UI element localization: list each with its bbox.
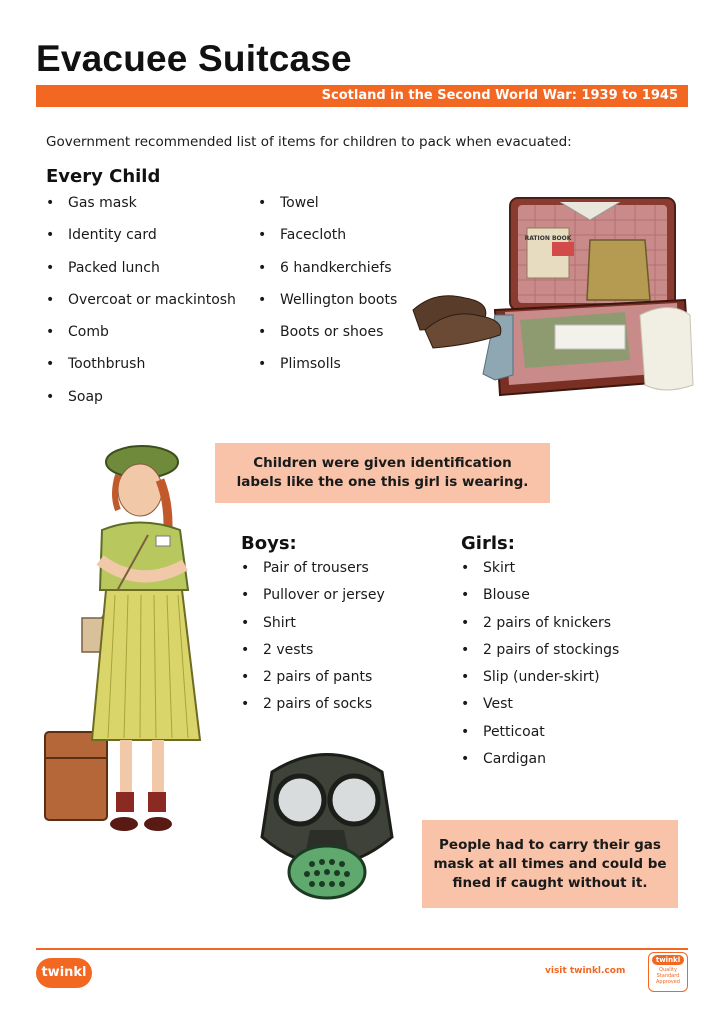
list-item: • Comb xyxy=(46,322,256,354)
list-item: • Packed lunch xyxy=(46,258,256,290)
intro-text: Government recommended list of items for children to pack when evacuated: xyxy=(46,134,572,150)
list-item: • Identity card xyxy=(46,225,256,257)
list-item: • Facecloth xyxy=(258,225,418,257)
suitcase-illustration xyxy=(405,190,695,410)
ration-book-label: RATION BOOK xyxy=(524,235,572,242)
list-item: • Boots or shoes xyxy=(258,322,418,354)
list-item: • 2 pairs of knickers xyxy=(461,613,671,640)
list-item: • 2 vests xyxy=(241,640,441,667)
list-item: • Overcoat or mackintosh xyxy=(46,290,256,322)
list-item: • Towel xyxy=(258,193,418,225)
gas-mask-callout-text: People had to carry their gas mask at all times and could be fined if caught without it. xyxy=(433,836,667,891)
badge-text: Quality Standard Approved xyxy=(656,967,680,985)
list-item: • 2 pairs of socks xyxy=(241,694,441,721)
list-item: • Plimsolls xyxy=(258,354,418,386)
gas-mask-callout xyxy=(422,820,678,908)
twinkl-logo: twinkl xyxy=(36,958,92,988)
list-item: • Pair of trousers xyxy=(241,558,441,585)
list-item: • Wellington boots xyxy=(258,290,418,322)
quality-standard-badge xyxy=(648,952,688,992)
evacuee-girl-illustration xyxy=(40,440,210,840)
list-item: • Slip (under-skirt) xyxy=(461,667,671,694)
list-item: • 2 pairs of pants xyxy=(241,667,441,694)
every-child-heading: Every Child xyxy=(46,166,161,187)
list-item: • Skirt xyxy=(461,558,671,585)
page-title: Evacuee Suitcase xyxy=(36,38,352,79)
list-item: • 6 handkerchiefs xyxy=(258,258,418,290)
list-item: • Blouse xyxy=(461,585,671,612)
subtitle-banner: Scotland in the Second World War: 1939 to 1945 xyxy=(36,85,688,107)
gas-mask-illustration xyxy=(252,742,402,902)
badge-brand: twinkl xyxy=(652,955,684,965)
list-item: • Gas mask xyxy=(46,193,256,225)
list-item: • Toothbrush xyxy=(46,354,256,386)
identification-callout xyxy=(215,443,550,503)
list-item: • Petticoat xyxy=(461,722,671,749)
girls-list xyxy=(461,558,671,776)
footer-divider xyxy=(36,948,688,950)
footer-url[interactable]: visit twinkl.com xyxy=(545,966,626,976)
list-item: • Vest xyxy=(461,694,671,721)
girls-heading: Girls: xyxy=(461,533,515,554)
boys-list xyxy=(241,558,441,722)
list-item: • Shirt xyxy=(241,613,441,640)
boys-heading: Boys: xyxy=(241,533,297,554)
list-item: • Soap xyxy=(46,387,256,419)
every-child-list-col2 xyxy=(258,193,418,387)
identification-callout-text: Children were given identification labels like the one this girl is wearing. xyxy=(236,455,529,490)
list-item: • Pullover or jersey xyxy=(241,585,441,612)
list-item: • 2 pairs of stockings xyxy=(461,640,671,667)
list-item: • Cardigan xyxy=(461,749,671,776)
every-child-list-col1 xyxy=(46,193,256,419)
